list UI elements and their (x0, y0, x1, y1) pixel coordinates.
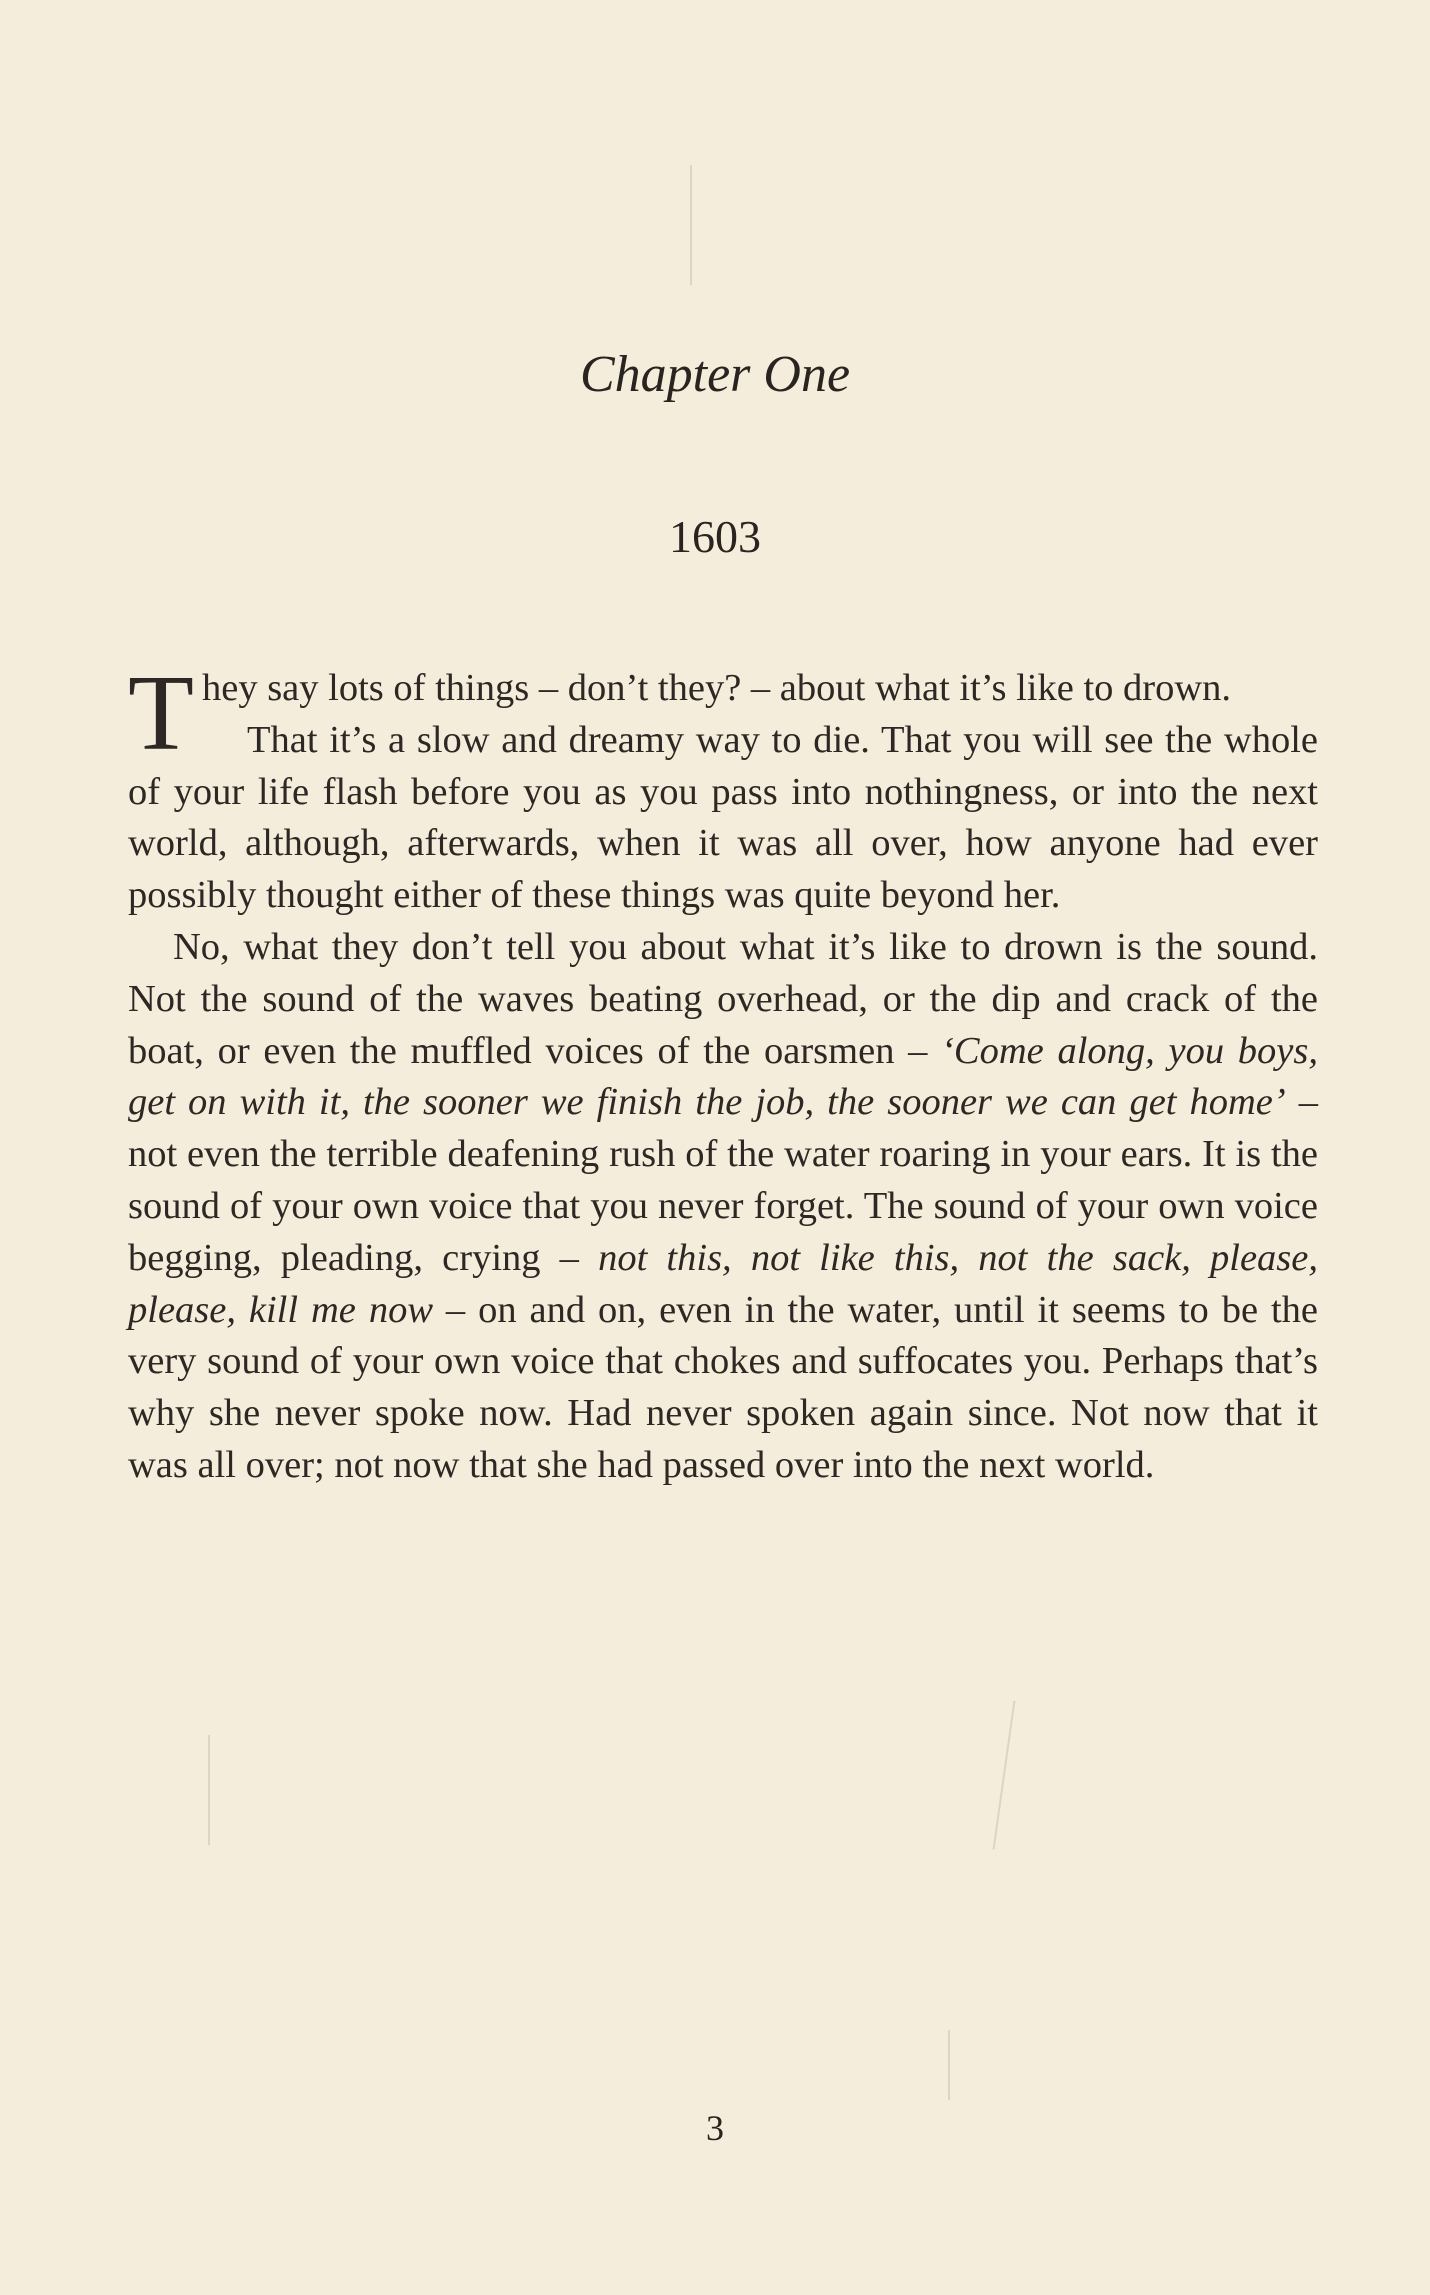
chapter-year: 1603 (669, 511, 761, 562)
paragraph-2: That it’s a slow and dreamy way to die. That you will see the whole of your life flash before you as you pass into nothingness, or into the next world, although, afterwards, when it was all over, how anyone had ever possibly thought either of these things was quite beyond her. (128, 718, 1318, 917)
paper-crease-right-lower (948, 2030, 950, 2100)
paragraph-1 (128, 654, 1318, 773)
paragraph-3-italic-a: ‘Come along, you boys, get on with it, the sooner we finish the job, the sooner we can get home’ (128, 1029, 1318, 1124)
paper-crease-left (208, 1735, 210, 1845)
paragraph-3-text-c: – on and on, even in the water, until it seems to be the very sound of your own voice that chokes and suffocates you. Perhaps that’s why she never spoke now. Had never spoken again since. Not now that it was all over; not now that she had passed over into the next world. (128, 1288, 1318, 1486)
body-text (128, 654, 1318, 1492)
page-number: 3 (706, 2108, 724, 2148)
paper-crease-right (993, 1701, 1016, 1850)
drop-cap: T (128, 654, 194, 773)
paragraph-3-italic-b: not this, not like this, not the sack, please, please, kill me now (128, 1236, 1318, 1331)
paragraph-3 (128, 922, 1318, 1492)
paragraph-3-text-b: – not even the terrible deafening rush of the water roaring in your ears. It is the sound of your own voice that you never forget. The sound of your own voice begging, pleading, crying – (128, 1081, 1318, 1279)
chapter-title: Chapter One (579, 346, 851, 403)
paper-crease-top (690, 165, 692, 285)
paragraph-1-text: hey say lots of things – don’t they? – about what it’s like to drown. (201, 667, 1232, 709)
paragraph-3-text-a: No, what they don’t tell you about what it’s like to drown is the sound. Not the sound of the waves beating overhead, or the dip and crack of the boat, or even the muffled voices of the oarsmen – (128, 925, 1318, 1072)
